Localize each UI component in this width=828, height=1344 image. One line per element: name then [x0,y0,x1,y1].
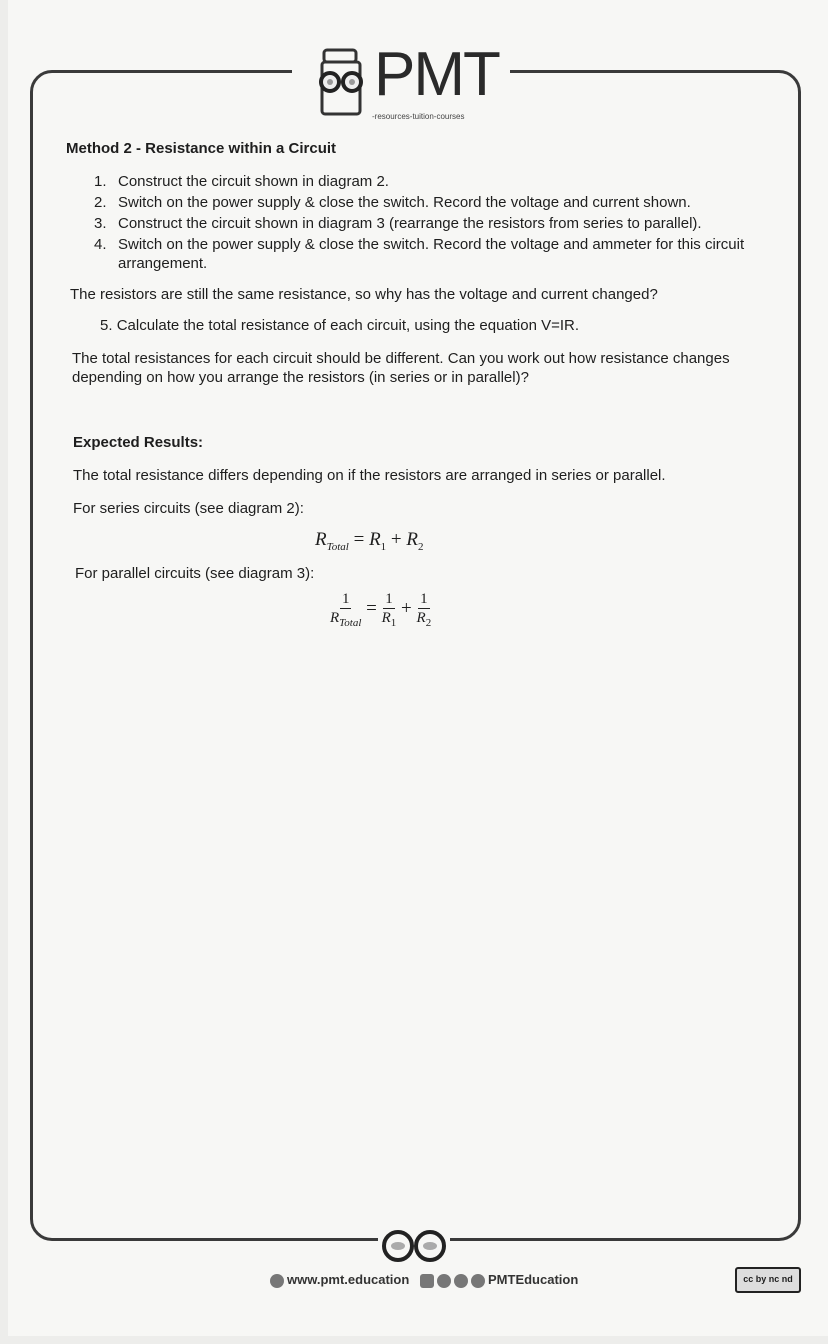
logo-tagline: -resources-tuition-courses [372,112,465,121]
list-item [94,193,766,212]
eq-sub: 1 [390,617,397,629]
eq-num: 1 [341,591,350,607]
step-number: 5. [100,317,113,334]
step-number: 3. [94,215,107,232]
step-number: 2. [94,194,107,211]
eq-symbol: R [416,610,426,626]
facebook-icon [454,1274,468,1288]
instagram-icon [437,1274,451,1288]
eq-sub: Total [339,617,362,629]
book-glasses-icon [314,48,366,116]
eq-sub: Total [326,540,349,553]
step-number: 4. [94,236,107,253]
step-list [94,172,766,273]
fraction [382,591,397,628]
question-text: The total resistances for each circuit should be different. Can you work out how resistance changes depending on how you arrange the resistors (in series or in parallel)? [72,350,730,386]
eq-sign: = [366,597,377,619]
eq-symbol: R [315,529,327,550]
eq-num: 1 [420,591,428,607]
list-item [94,235,766,273]
cursor-icon [270,1274,284,1288]
eq-sub: 2 [425,617,432,629]
eq-sign: + [401,597,412,619]
eq-symbol: R [330,610,340,626]
glasses-icon [378,1228,450,1264]
fraction [330,591,361,628]
eq-sub: 2 [418,540,424,553]
eq-num: 1 [385,591,393,607]
eq-symbol: R [381,610,391,626]
step-number: 1. [94,173,107,190]
social-links[interactable] [420,1272,578,1288]
step-text: Construct the circuit shown in diagram 3 (rearrange the resistors from series to parallel). [118,215,702,232]
step-text: Construct the circuit shown in diagram 2. [118,173,389,190]
list-item [94,172,766,191]
fraction [417,591,432,628]
parallel-equation [330,591,766,628]
question-text: The resistors are still the same resistance, so why has the voltage and current changed? [70,286,658,303]
website-text: www.pmt.education [287,1272,410,1287]
step-text: Switch on the power supply & close the switch. Record the voltage and current shown. [118,194,691,211]
eq-symbol: R [369,529,381,550]
step-5 [100,316,766,335]
logo-text: PMT [374,40,499,109]
eq-symbol: R [406,529,418,550]
series-label: For series circuits (see diagram 2): [73,500,304,517]
eq-sign: + [390,529,402,550]
section-heading: Method 2 - Resistance within a Circuit [66,140,337,157]
pmt-logo [308,40,518,128]
content [66,139,766,628]
list-item [94,214,766,233]
results-text: The total resistance differs depending on if the resistors are arranged in series or parallel. [73,467,666,484]
parallel-label: For parallel circuits (see diagram 3): [75,565,315,582]
eq-sub: 1 [380,540,387,553]
website-link[interactable] [270,1272,409,1288]
social-handle: PMTEducation [488,1272,579,1287]
step-text: Switch on the power supply & close the switch. Record the voltage and ammeter for this circuit arrangement. [118,236,745,272]
youtube-icon [420,1274,434,1288]
step-text: Calculate the total resistance of each circuit, using the equation V=IR. [116,317,580,334]
eq-sign: = [353,529,365,550]
results-heading: Expected Results: [73,434,204,451]
twitter-icon [471,1274,485,1288]
series-equation [315,528,766,552]
creative-commons-badge: cc by nc nd [735,1267,801,1293]
